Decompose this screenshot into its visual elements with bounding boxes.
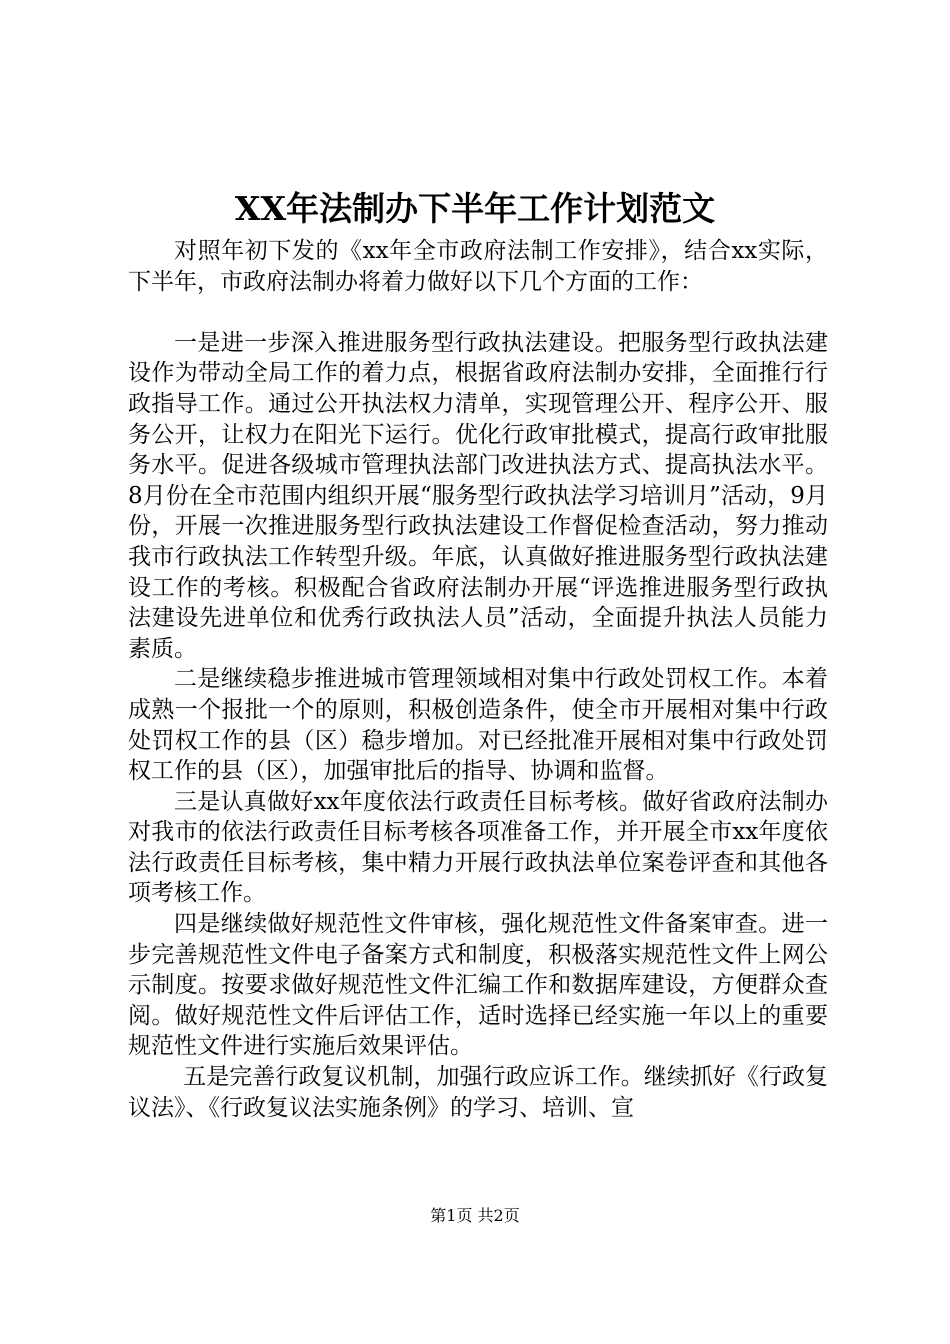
paragraph-item-1: 一是进一步深入推进服务型行政执法建设。把服务型行政执法建设作为带动全局工作的着力点，根据省政府法制办安排，全面推行行政指导工作。通过公开执法权力清单，实现管理公开、程序公开、服务公开，让权力在阳光下运行。优化行政审批模式，提高行政审批服务水平。促进各级城市管理执法部门改进执法方式、提高执法水平。8月份在全市范围内组织开展“服务型行政执法学习培训月”活动，9月份，开展一次推进服务型行政执法建设工作督促检查活动，努力推动我市行政执法工作转型升级。年底，认真做好推进服务型行政执法建设工作的考核。积极配合省政府法制办开展“评选推进服务型行政执法建设先进单位和优秀行政执法人员”活动，全面提升执法人员能力素质。: [128, 329, 828, 662]
intro-paragraph: 对照年初下发的《xx年全市政府法制工作安排》，结合xx实际，下半年，市政府法制办将着力做好以下几个方面的工作：: [128, 238, 828, 295]
paragraph-item-4: 四是继续做好规范性文件审核，强化规范性文件备案审查。进一步完善规范性文件电子备案方式和制度，积极落实规范性文件上网公示制度。按要求做好规范性文件汇编工作和数据库建设，方便群众查阅。做好规范性文件后评估工作，适时选择已经实施一年以上的重要规范性文件进行实施后效果评估。: [128, 911, 828, 1060]
document-body: [128, 236, 828, 1123]
document-title: XX年法制办下半年工作计划范文: [234, 189, 716, 228]
page-number-footer: 第1页 共2页: [430, 1206, 520, 1225]
paragraph-item-3: 三是认真做好xx年度依法行政责任目标考核。做好省政府法制办对我市的依法行政责任目标考核各项准备工作，并开展全市xx年度依法行政责任目标考核，集中精力开展行政执法单位案卷评查和其他各项考核工作。: [128, 788, 828, 907]
paragraph-item-5: 五是完善行政复议机制，加强行政应诉工作。继续抓好《行政复议法》、《行政复议法实施条例》的学习、培训、宣: [128, 1064, 828, 1121]
paragraph-item-2: 二是继续稳步推进城市管理领域相对集中行政处罚权工作。本着成熟一个报批一个的原则，积极创造条件，使全市开展相对集中行政处罚权工作的县（区）稳步增加。对已经批准开展相对集中行政处罚权工作的县（区），加强审批后的指导、协调和监督。: [128, 666, 828, 785]
